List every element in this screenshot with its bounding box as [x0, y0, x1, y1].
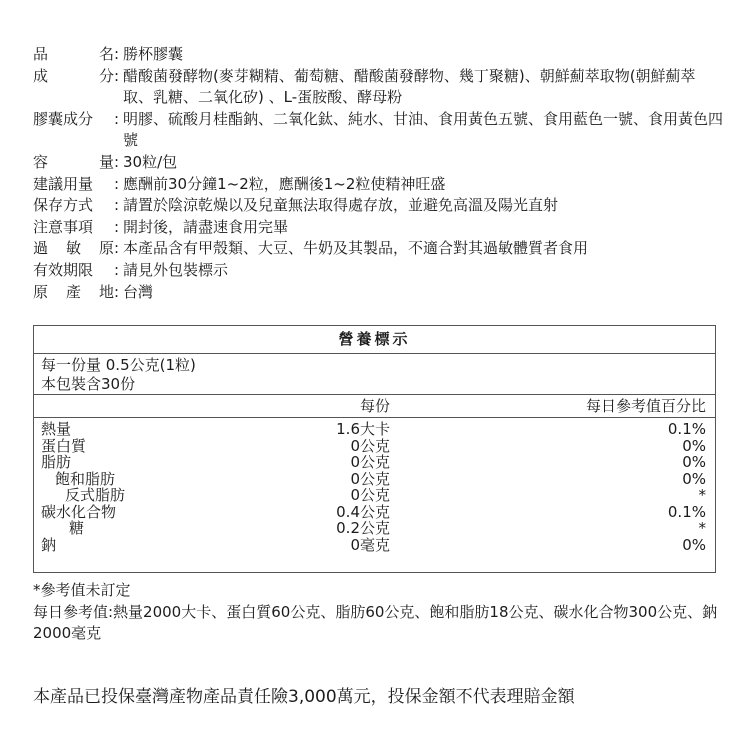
nutrient-amount: 0.2公克 — [336, 519, 390, 537]
spec-colon: : — [114, 152, 120, 171]
spec-value: 30粒/包 — [123, 152, 178, 171]
spec-colon: : — [114, 66, 120, 85]
nutrient-amount: 0毫克 — [350, 535, 390, 554]
nutrient-name: 碳水化合物 — [41, 502, 117, 521]
nutrient-name: 鈉 — [41, 535, 57, 554]
spec-row — [33, 195, 723, 217]
spec-value: 明膠、硫酸月桂酯鈉、二氧化鈦、純水、甘油、食用黃色五號、食用藍色一號、食用黃色四號 — [123, 109, 724, 150]
nutrient-amount: 0公克 — [350, 469, 390, 488]
spec-colon: : — [114, 45, 120, 63]
serving-info — [34, 354, 715, 395]
nutrient-amount: 0公克 — [350, 486, 390, 504]
spec-label-part: 有效期限 — [33, 260, 94, 279]
spec-label-part: 注意事項 — [33, 217, 94, 236]
nutrient-name: 脂肪 — [41, 453, 72, 471]
spec-value: 請置於陰涼乾燥以及兒童無法取得處存放，並避免高溫及陽光直射 — [123, 196, 559, 215]
spec-colon: : — [114, 282, 120, 301]
nutrition-rows — [34, 418, 715, 553]
spec-label — [33, 109, 114, 152]
nutrient-amount: 0公克 — [350, 453, 390, 471]
footnote: *參考值未訂定 — [33, 581, 131, 599]
spec-label-part: 過 — [33, 239, 49, 258]
spec-label-part: 膠囊成分 — [33, 109, 94, 128]
spec-label-part: 名 — [98, 45, 114, 63]
nutrition-row — [34, 504, 715, 521]
nutrition-facts-table — [33, 325, 716, 573]
spec-label-part: 原 — [33, 282, 49, 301]
spec-colon: : — [114, 174, 120, 193]
spec-value: 勝杯膠囊 — [123, 45, 184, 63]
nutrition-row — [34, 520, 715, 537]
spec-label — [33, 195, 114, 217]
spec-row — [33, 238, 723, 260]
spec-label-part: 保存方式 — [33, 196, 94, 215]
spec-row — [33, 260, 723, 282]
spec-label-part: 原 — [98, 239, 114, 258]
spec-label — [33, 217, 114, 239]
spec-label-part: 地 — [98, 282, 114, 301]
servings-per-package: 本包裝含30份 — [41, 375, 136, 393]
spec-label — [33, 260, 114, 282]
spec-label — [33, 66, 114, 109]
nutrient-daily-value: 0% — [682, 469, 706, 488]
spec-row — [33, 152, 723, 174]
nutrition-row — [34, 487, 715, 504]
nutrient-amount: 1.6大卡 — [336, 420, 390, 438]
nutrient-daily-value: * — [698, 519, 706, 537]
spec-row — [33, 66, 723, 109]
spec-row — [33, 174, 723, 196]
spec-colon: : — [114, 196, 120, 215]
spec-label — [33, 174, 114, 196]
nutrient-name: 反式脂肪 — [65, 486, 126, 504]
spec-colon: : — [114, 239, 120, 258]
nutrient-daily-value: 0% — [682, 436, 706, 455]
nutrient-name: 蛋白質 — [41, 436, 87, 455]
spec-value: 開封後，請盡速食用完畢 — [123, 217, 289, 236]
spec-label — [33, 152, 114, 174]
per-serving-header: 每份 — [359, 397, 390, 415]
spec-row — [33, 282, 723, 304]
daily-reference-note: 每日參考值:熱量2000大卡、蛋白質60公克、脂肪60公克、飽和脂肪18公克、碳水化合物300公克、鈉2000毫克 — [33, 603, 718, 642]
spec-label-part: 量 — [98, 152, 114, 171]
spec-value: 應酬前30分鐘1~2粒，應酬後1~2粒使精神旺盛 — [123, 174, 446, 193]
spec-value: 台灣 — [123, 282, 154, 301]
spec-colon: : — [114, 109, 120, 128]
nutrient-name: 熱量 — [41, 420, 72, 438]
nutrition-title: 營養標示 — [34, 326, 715, 354]
nutrient-daily-value: 0.1% — [667, 502, 706, 521]
nutrition-row — [34, 421, 715, 438]
spec-label-part: 建議用量 — [33, 174, 94, 193]
nutrition-row — [34, 537, 715, 554]
spec-label-part: 容 — [33, 152, 49, 171]
nutrient-daily-value: * — [698, 486, 706, 504]
nutrient-name: 糖 — [69, 519, 85, 537]
nutrient-amount: 0公克 — [350, 436, 390, 455]
spec-colon: : — [114, 260, 120, 279]
nutrition-row — [34, 454, 715, 471]
nutrient-daily-value: 0% — [682, 453, 706, 471]
spec-row — [33, 109, 723, 152]
nutrition-header-row — [34, 395, 715, 418]
spec-label — [33, 44, 114, 66]
spec-label — [33, 282, 114, 304]
spec-label-part: 分 — [98, 66, 114, 85]
insurance-statement: 本產品已投保臺灣產物產品責任險3,000萬元，投保金額不代表理賠金額 — [33, 687, 575, 707]
nutrient-amount: 0.4公克 — [336, 502, 390, 521]
daily-value-header: 每日參考值百分比 — [585, 397, 706, 415]
spec-value: 請見外包裝標示 — [123, 260, 229, 279]
spec-value: 本產品含有甲殼類、大豆、牛奶及其製品，不適合對其過敏體質者食用 — [123, 239, 589, 258]
spec-row — [33, 44, 723, 66]
product-spec-list — [33, 44, 723, 303]
nutrient-name: 飽和脂肪 — [55, 469, 116, 488]
nutrient-daily-value: 0.1% — [667, 420, 706, 438]
nutrition-row — [34, 438, 715, 455]
spec-label — [33, 238, 114, 260]
spec-label-part: 品 — [33, 45, 49, 63]
spec-label-part: 產 — [65, 282, 81, 301]
spec-value: 醋酸菌發酵物(麥芽糊精、葡萄糖、醋酸菌發酵物、幾丁聚糖)、朝鮮薊萃取物(朝鮮薊萃取、乳糖、二氧化矽) 、L-蛋胺酸、酵母粉 — [123, 66, 696, 107]
spec-label-part: 敏 — [65, 239, 81, 258]
serving-size: 每一份量 0.5公克(1粒) — [41, 356, 196, 374]
spec-row — [33, 217, 723, 239]
spec-label-part: 成 — [33, 66, 49, 85]
spec-colon: : — [114, 217, 120, 236]
nutrient-daily-value: 0% — [682, 535, 706, 554]
nutrition-row — [34, 471, 715, 488]
